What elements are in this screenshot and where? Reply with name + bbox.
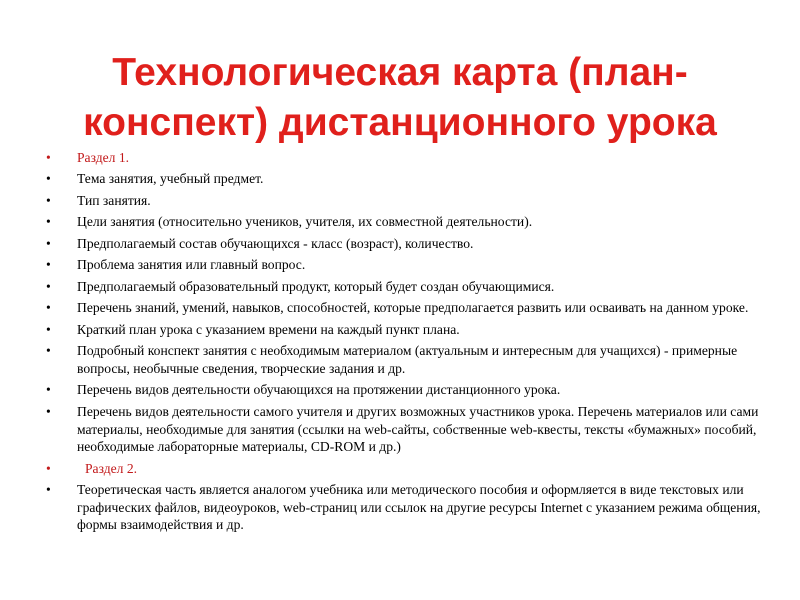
list-item-text: Цели занятия (относительно учеников, учителя, их совместной деятельности). bbox=[77, 214, 533, 230]
list-item-text: Тема занятия, учебный предмет. bbox=[77, 171, 264, 187]
list-item-text: Перечень видов деятельности самого учителя и других возможных участников урока. Перечень материалов или сами материалы, необходимые для занятия (ссылки на web-сайты, собственные web-квесты, тексты «бумажных» пособий, необходимые лабораторные материалы, CD-ROM и др.) bbox=[77, 403, 759, 455]
list-item bbox=[46, 256, 766, 274]
list-item-text: Теоретическая часть является аналогом учебника или методического пособия и оформляется в виде текстовых или графических файлов, видеоуроков, web-страниц или ссылок на другие ресурсы Internet с указанием режима общения, формы взаимодействия и др. bbox=[77, 482, 761, 533]
slide-title-line-2: конспект) дистанционного урока bbox=[83, 101, 717, 145]
bullet-icon: • bbox=[46, 321, 51, 337]
section-heading-item bbox=[46, 460, 766, 478]
list-item bbox=[46, 481, 766, 534]
bullet-icon: • bbox=[46, 482, 51, 498]
bullet-icon: • bbox=[46, 257, 51, 273]
bullet-icon: • bbox=[46, 403, 51, 419]
bullet-icon: • bbox=[46, 278, 51, 294]
list-item-text: Перечень видов деятельности обучающихся на протяжении дистанционного урока. bbox=[77, 382, 561, 398]
bullet-icon: • bbox=[46, 343, 51, 359]
list-item bbox=[46, 381, 766, 399]
bullet-icon: • bbox=[46, 171, 51, 187]
section-heading-text: Раздел 2. bbox=[85, 460, 138, 476]
list-item bbox=[46, 321, 766, 339]
bullet-icon: • bbox=[46, 214, 51, 230]
list-item bbox=[46, 235, 766, 253]
list-item bbox=[46, 213, 766, 231]
content-bullet-list bbox=[46, 149, 766, 538]
list-item bbox=[46, 342, 766, 377]
list-item bbox=[46, 192, 766, 210]
bullet-icon: • bbox=[46, 460, 51, 476]
list-item bbox=[46, 403, 766, 456]
list-item-text: Предполагаемый состав обучающихся - класс (возраст), количество. bbox=[77, 235, 474, 251]
bullet-icon: • bbox=[46, 382, 51, 398]
section-heading-text: Раздел 1. bbox=[77, 150, 130, 165]
bullet-icon: • bbox=[46, 300, 51, 316]
list-item bbox=[46, 299, 766, 317]
list-item-text: Перечень знаний, умений, навыков, способностей, которые предполагается развить или осваивать на данном уроке. bbox=[77, 300, 749, 316]
list-item bbox=[46, 170, 766, 188]
list-item-text: Предполагаемый образовательный продукт, который будет создан обучающимися. bbox=[77, 278, 555, 294]
bullet-icon: • bbox=[46, 150, 51, 165]
slide-title bbox=[20, 48, 780, 148]
list-item-text: Краткий план урока с указанием времени на каждый пункт плана. bbox=[77, 321, 460, 337]
section-heading-item bbox=[46, 149, 766, 167]
bullet-icon: • bbox=[46, 235, 51, 251]
list-item-text: Проблема занятия или главный вопрос. bbox=[77, 257, 306, 273]
list-item-text: Тип занятия. bbox=[77, 192, 151, 208]
list-item-text: Подробный конспект занятия с необходимым материалом (актуальным и интересным для учащихся) - примерные вопросы, необычные сведения, творческие задания и др. bbox=[77, 343, 738, 376]
slide-title-line-1: Технологическая карта (план- bbox=[112, 51, 688, 95]
list-item bbox=[46, 278, 766, 296]
bullet-icon: • bbox=[46, 192, 51, 208]
